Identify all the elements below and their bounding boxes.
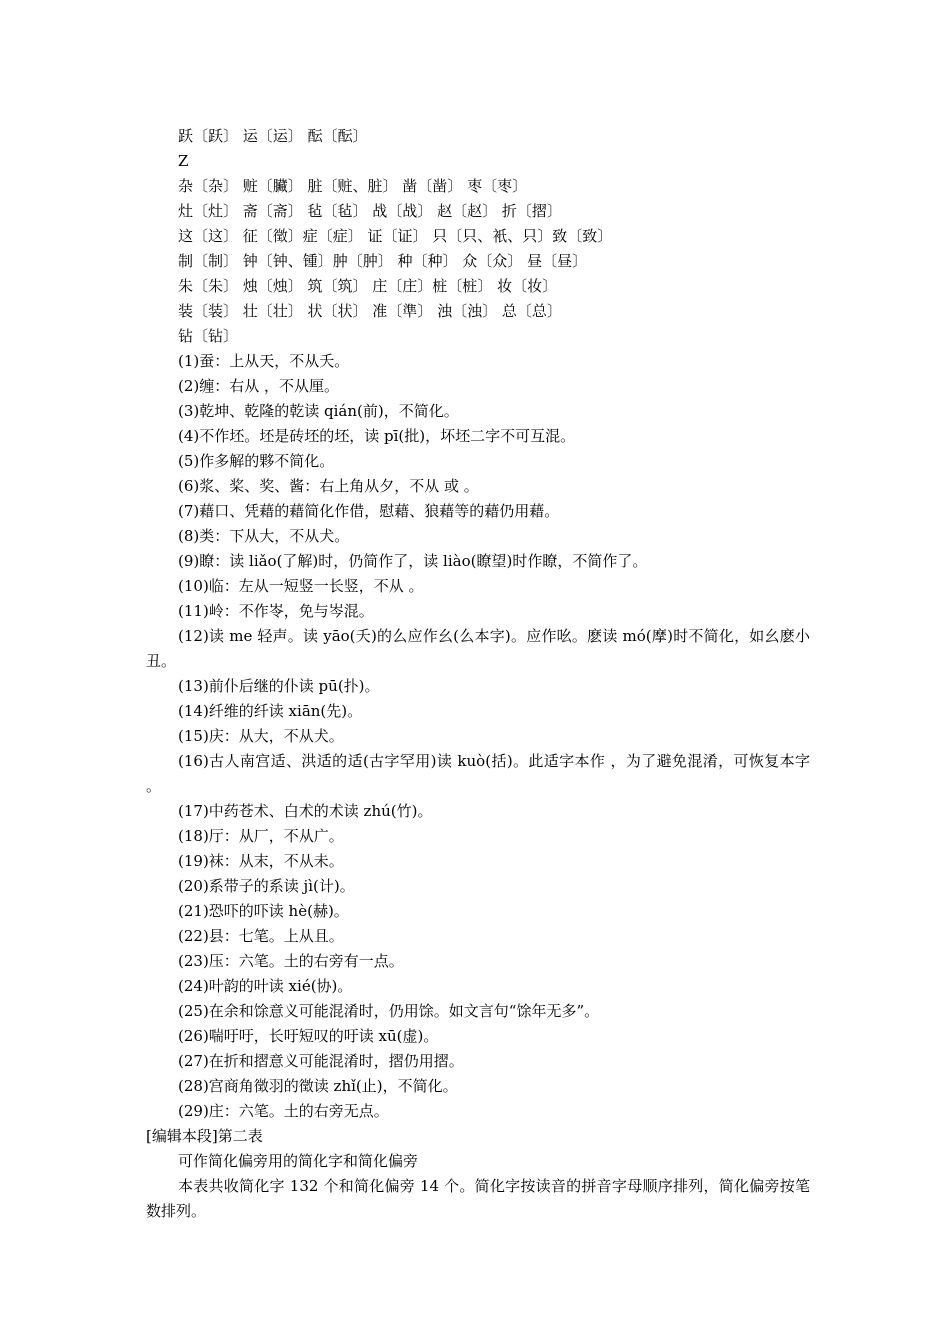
footnote: (26)喘吁吁，长吁短叹的吁读 xū(虚)。	[178, 1027, 439, 1045]
footnote-long: (16)古人南宫适、洪适的适(古字罕用)读 kuò(括)。此适字本作 ，为了避免混淆，可恢复本字 。	[146, 752, 810, 795]
character-table	[146, 124, 810, 349]
char-row: 朱〔朱〕 烛〔烛〕 筑〔筑〕 庄〔庄〕桩〔桩〕 妆〔妆〕	[178, 277, 558, 295]
footnote: (9)瞭：读 liǎo(了解)时，仍简作了，读 liào(瞭望)时作瞭，不简作了。	[178, 552, 648, 570]
footnote: (6)浆、桨、奖、酱：右上角从夕，不从 或 。	[178, 477, 479, 495]
char-row: 这〔这〕 征〔徵〕症〔症〕 证〔证〕 只〔只、衹、只〕致〔致〕	[178, 227, 613, 245]
footnote: (5)作多解的夥不简化。	[178, 452, 335, 470]
footnote: (13)前仆后继的仆读 pū(扑)。	[178, 677, 380, 695]
footnote: (20)系带子的系读 jì(计)。	[178, 877, 355, 895]
footnote: (17)中药苍术、白术的术读 zhú(竹)。	[178, 802, 433, 820]
footnote: (7)藉口、凭藉的藉简化作借，慰藉、狼藉等的藉仍用藉。	[178, 502, 560, 520]
footnote: (29)庄：六笔。土的右旁无点。	[178, 1102, 389, 1120]
footnote: (25)在余和馀意义可能混淆时，仍用馀。如文言句“馀年无多”。	[178, 1002, 600, 1020]
footnote: (18)厅：从厂，不从广。	[178, 827, 344, 845]
char-row: 灶〔灶〕 斋〔斋〕 毡〔毡〕 战〔战〕 赵〔赵〕 折〔摺〕	[178, 202, 562, 220]
footnotes	[146, 349, 810, 1124]
table-subtitle: 可作简化偏旁用的简化字和简化偏旁	[178, 1152, 419, 1170]
footnote: (24)叶韵的叶读 xié(协)。	[178, 977, 353, 995]
footnote: (2)缠：右从 ，不从厘。	[178, 377, 340, 395]
footnote-long: (12)读 me 轻声。读 yāo(夭)的么应作幺(么本字)。应作吆。麽读 mó(摩)时不简化，如幺麽小丑。	[146, 627, 810, 670]
char-row: 杂〔杂〕 赃〔臟〕 脏〔赃、脏〕 凿〔凿〕 枣〔枣〕	[178, 177, 528, 195]
section-heading: [编辑本段]第二表	[146, 1127, 263, 1145]
footnote: (19)袜：从末，不从未。	[178, 852, 344, 870]
char-row: 装〔装〕 壮〔壮〕 状〔状〕 准〔準〕 浊〔浊〕 总〔总〕	[178, 302, 562, 320]
char-row: 钻〔钻〕	[178, 327, 239, 345]
footnote: (3)乾坤、乾隆的乾读 qián(前)，不简化。	[178, 402, 459, 420]
char-row: 制〔制〕 钟〔钟、锺〕肿〔肿〕 种〔种〕 众〔众〕 昼〔昼〕	[178, 252, 588, 270]
footnote: (27)在折和摺意义可能混淆时，摺仍用摺。	[178, 1052, 464, 1070]
footnote: (23)压：六笔。土的右旁有一点。	[178, 952, 404, 970]
footnote: (22)县：七笔。上从且。	[178, 927, 344, 945]
footnote: (28)宫商角徵羽的徵读 zhǐ(止)，不简化。	[178, 1077, 458, 1095]
footnote: (10)临：左从一短竖一长竖，不从 。	[178, 577, 424, 595]
table-intro: 本表共收简化字 132 个和简化偏旁 14 个。简化字按读音的拼音字母顺序排列，简化偏旁按笔数排列。	[146, 1177, 810, 1220]
footnote: (1)蚕：上从天，不从夭。	[178, 352, 350, 370]
footnote: (21)恐吓的吓读 hè(赫)。	[178, 902, 349, 920]
footnote: (4)不作坯。坯是砖坯的坯，读 pī(批)，坏坯二字不可互混。	[178, 427, 576, 445]
char-row: Z	[178, 152, 189, 170]
footnote: (11)岭：不作岺，免与岑混。	[178, 602, 374, 620]
footnote: (8)类：下从大，不从犬。	[178, 527, 350, 545]
char-row: 跃〔跃〕 运〔运〕 酝〔酝〕	[178, 127, 368, 145]
footnote: (14)纤维的纤读 xiān(先)。	[178, 702, 363, 720]
footnote: (15)庆：从大，不从犬。	[178, 727, 344, 745]
document-body	[146, 124, 810, 1224]
